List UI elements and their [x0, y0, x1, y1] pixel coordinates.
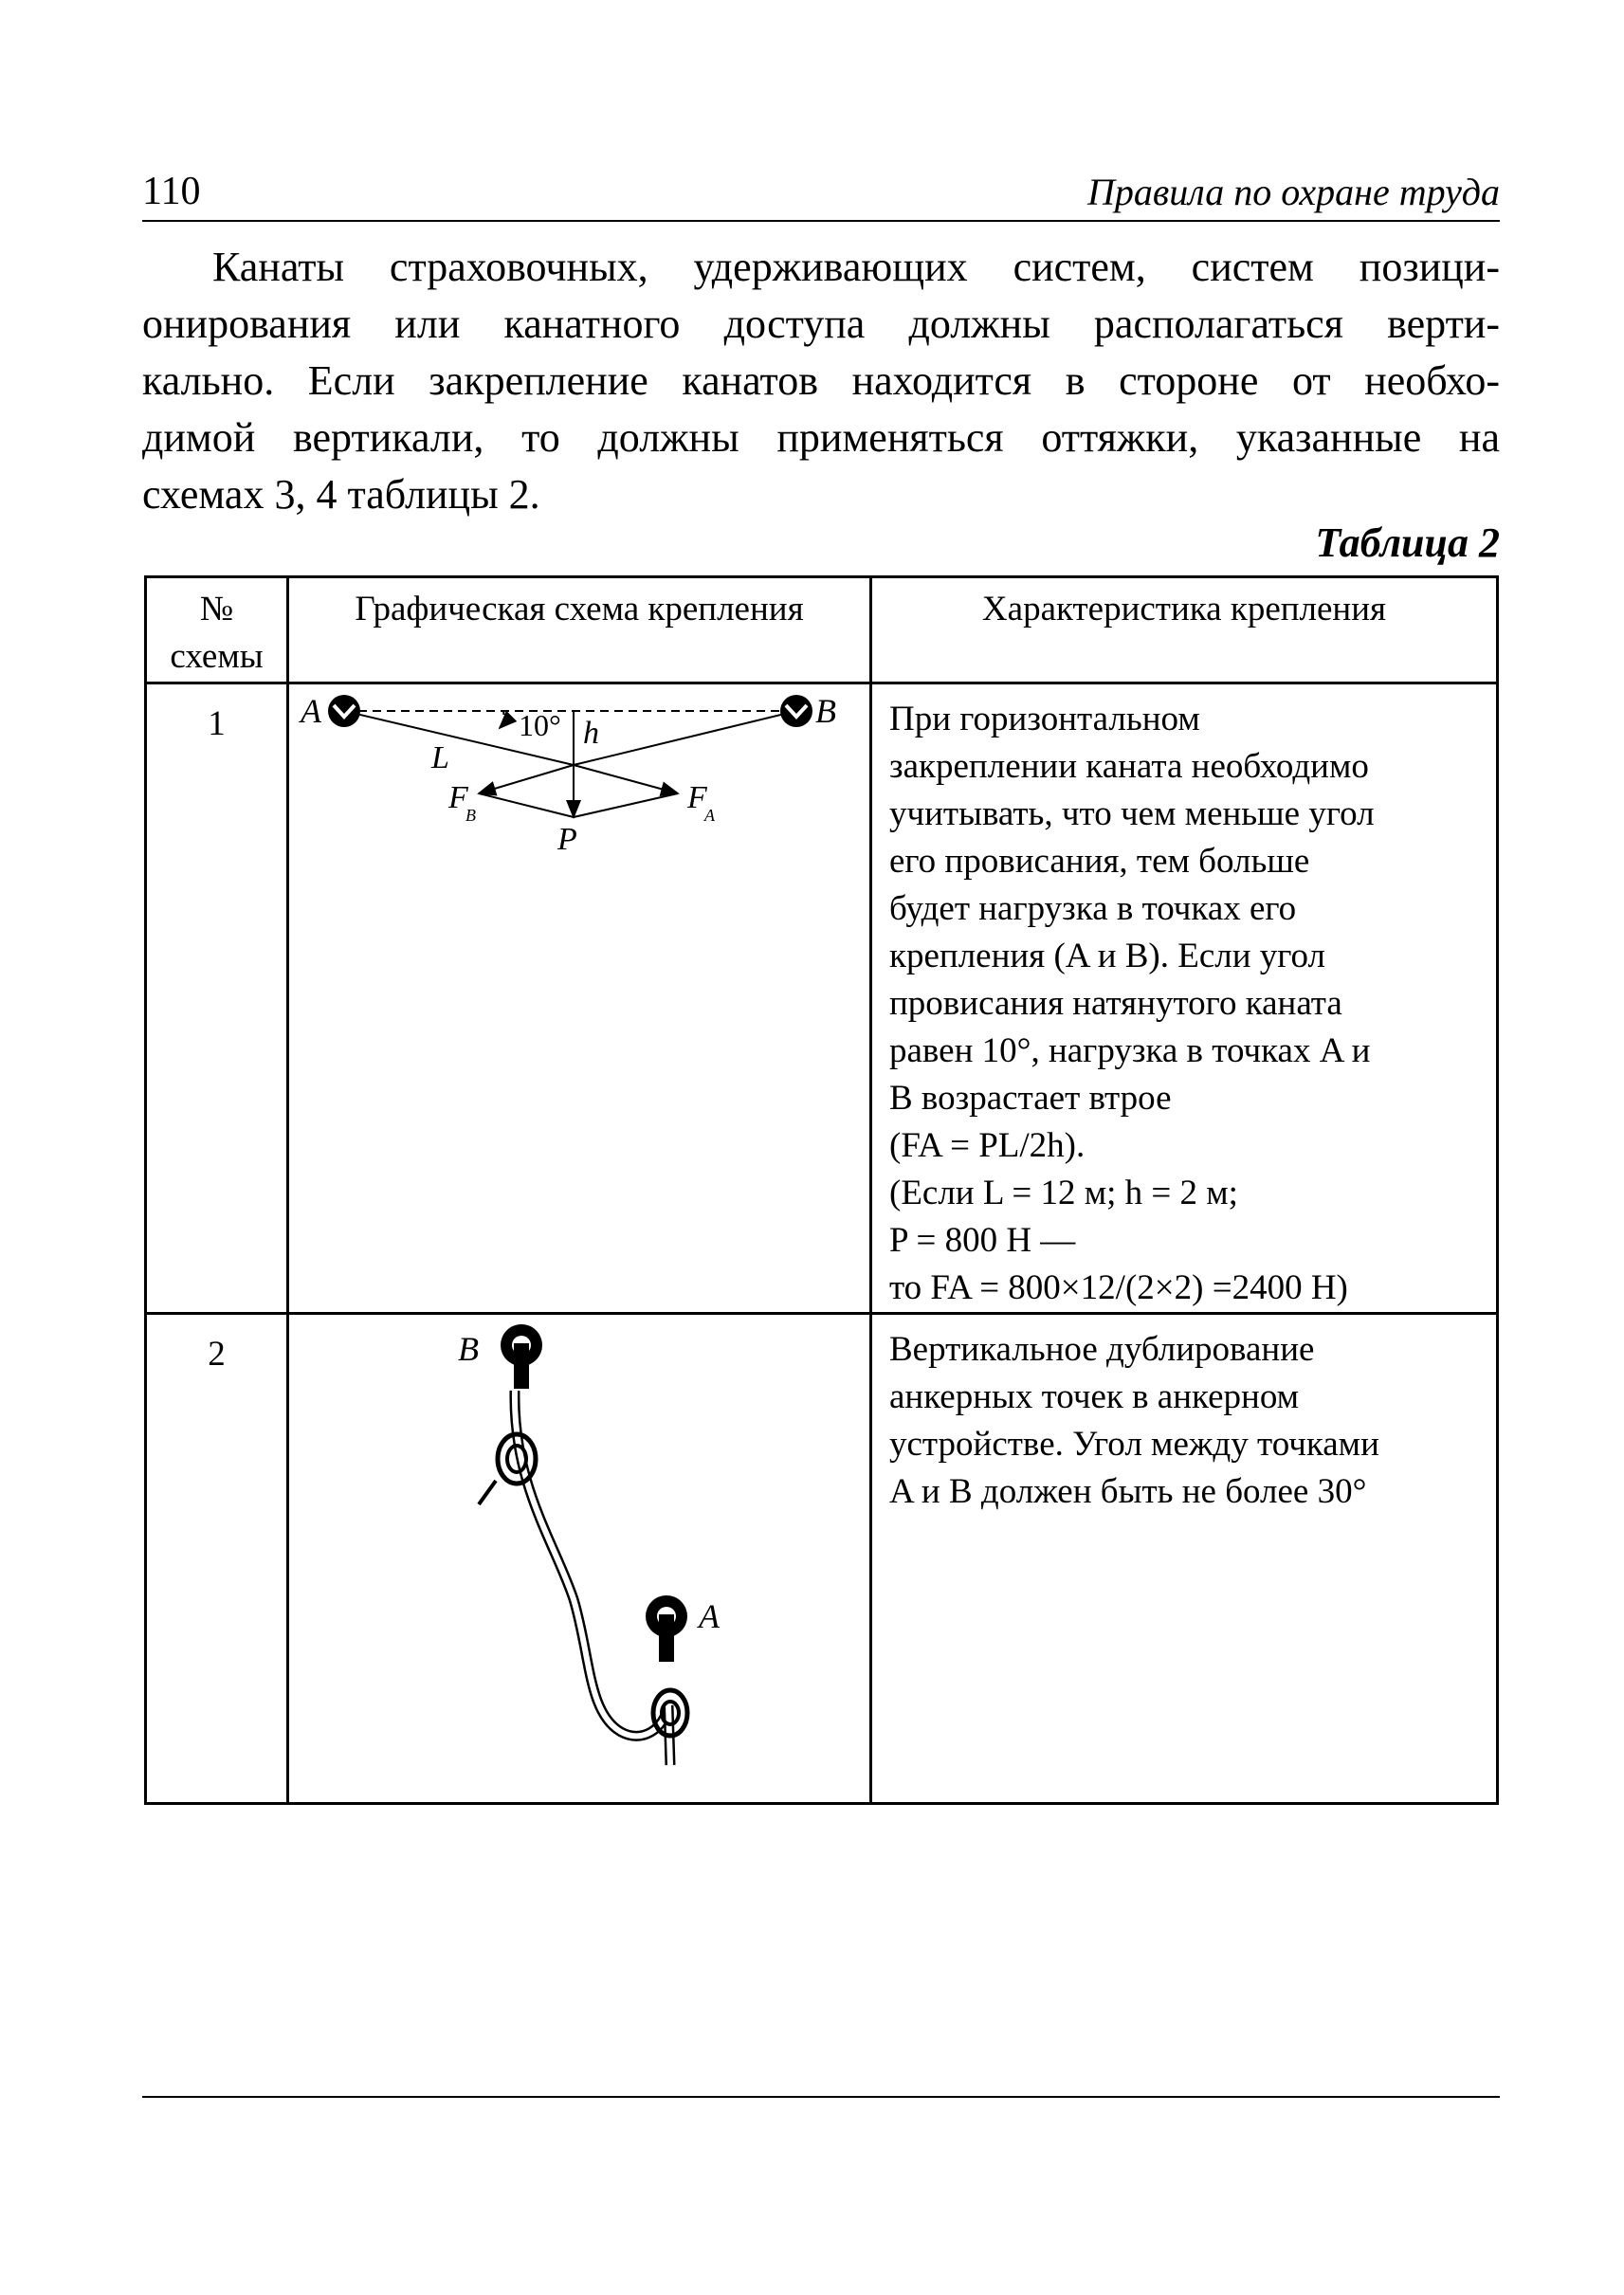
body-line: кально. Если закрепление канатов находится в стороне от необхо-: [142, 357, 1500, 404]
label-fa: F: [687, 780, 707, 815]
header-number-line1: №: [199, 590, 234, 628]
header-number: [146, 577, 288, 683]
page-number: 110: [142, 170, 201, 213]
label-p: P: [557, 822, 577, 857]
label-angle: 10°: [519, 708, 561, 742]
body-line: димой вертикали, то должны применяться оттяжки, указанные на: [142, 414, 1500, 461]
label-b: B: [815, 692, 836, 730]
header-scheme: Графическая схема крепления: [288, 577, 871, 683]
label-fa-sub: A: [704, 806, 715, 825]
vertical-anchor-diagram: [289, 1315, 869, 1789]
description-line: будет нагрузка в точках его: [889, 889, 1297, 928]
description-line: При горизонтальном: [889, 700, 1200, 738]
rope-right-segment: [574, 711, 796, 765]
running-title: Правила по охране труда: [1087, 171, 1500, 213]
description-line: A и B должен быть не более 30°: [889, 1472, 1367, 1511]
body-line: онирования или канатного доступа должны располагаться верти-: [142, 301, 1500, 347]
footer-rule: [142, 2096, 1500, 2098]
body-paragraph: [142, 239, 1500, 523]
scheme-diagram-cell: [288, 683, 871, 1314]
description-line: то FA = 800×12/(2×2) =2400 Н): [889, 1268, 1348, 1307]
label-a: A: [301, 692, 321, 730]
force-fb-arrow: [479, 765, 574, 793]
label-a: A: [699, 1597, 720, 1635]
scheme-number: 2: [146, 1314, 288, 1804]
description-line: учитывать, что чем меньше угол: [889, 794, 1375, 833]
rope-inner: [515, 1391, 668, 1736]
description-line: его провисания, тем больше: [889, 842, 1310, 881]
anchor-b-icon: [780, 695, 812, 727]
scheme-number: 1: [146, 683, 288, 1314]
rules-table: [144, 575, 1499, 1805]
table-header-row: [146, 577, 1498, 683]
table-caption: Таблица 2: [1315, 519, 1500, 566]
description-line: B возрастает втрое: [889, 1079, 1172, 1118]
label-h: h: [583, 716, 599, 751]
parallelogram-right: [574, 793, 678, 817]
body-line: схемах 3, 4 таблицы 2.: [142, 471, 540, 518]
description-line: (FA = PL/2h).: [889, 1126, 1086, 1165]
page-header: [142, 167, 1500, 222]
label-fb: F: [448, 780, 468, 815]
table-row: [146, 683, 1498, 1314]
scheme-diagram-cell: [288, 1314, 871, 1804]
anchor-a-icon: [646, 1595, 687, 1662]
horizontal-anchor-diagram: [289, 684, 869, 874]
description-line: провисания натянутого каната: [889, 984, 1342, 1023]
label-l: L: [431, 740, 449, 775]
description-line: Вертикальное дублирование: [889, 1330, 1315, 1369]
header-characteristic: Характеристика крепления: [871, 577, 1498, 683]
body-line: Канаты страховочных, удерживающих систем, систем позици-: [212, 244, 1500, 290]
description-line: равен 10°, нагрузка в точках A и: [889, 1031, 1371, 1070]
label-b: B: [458, 1330, 479, 1368]
description-line: устройстве. Угол между точками: [889, 1425, 1379, 1464]
label-fb-sub: B: [465, 806, 476, 825]
parallelogram-left: [479, 793, 574, 817]
scheme-description: [871, 683, 1498, 1314]
description-line: закреплении каната необходимо: [889, 747, 1369, 786]
header-number-line2: схемы: [170, 637, 264, 676]
description-line: крепления (A и B). Если угол: [889, 937, 1326, 975]
description-line: P = 800 Н —: [889, 1221, 1076, 1260]
force-fa-arrow: [574, 765, 678, 793]
description-line: анкерных точек в анкерном: [889, 1377, 1300, 1416]
table-row: [146, 1314, 1498, 1804]
anchor-b-icon: [501, 1324, 542, 1389]
scheme-description: [871, 1314, 1498, 1804]
angle-arc: [500, 711, 504, 728]
anchor-a-icon: [328, 695, 360, 727]
description-line: (Если L = 12 м; h = 2 м;: [889, 1174, 1238, 1212]
